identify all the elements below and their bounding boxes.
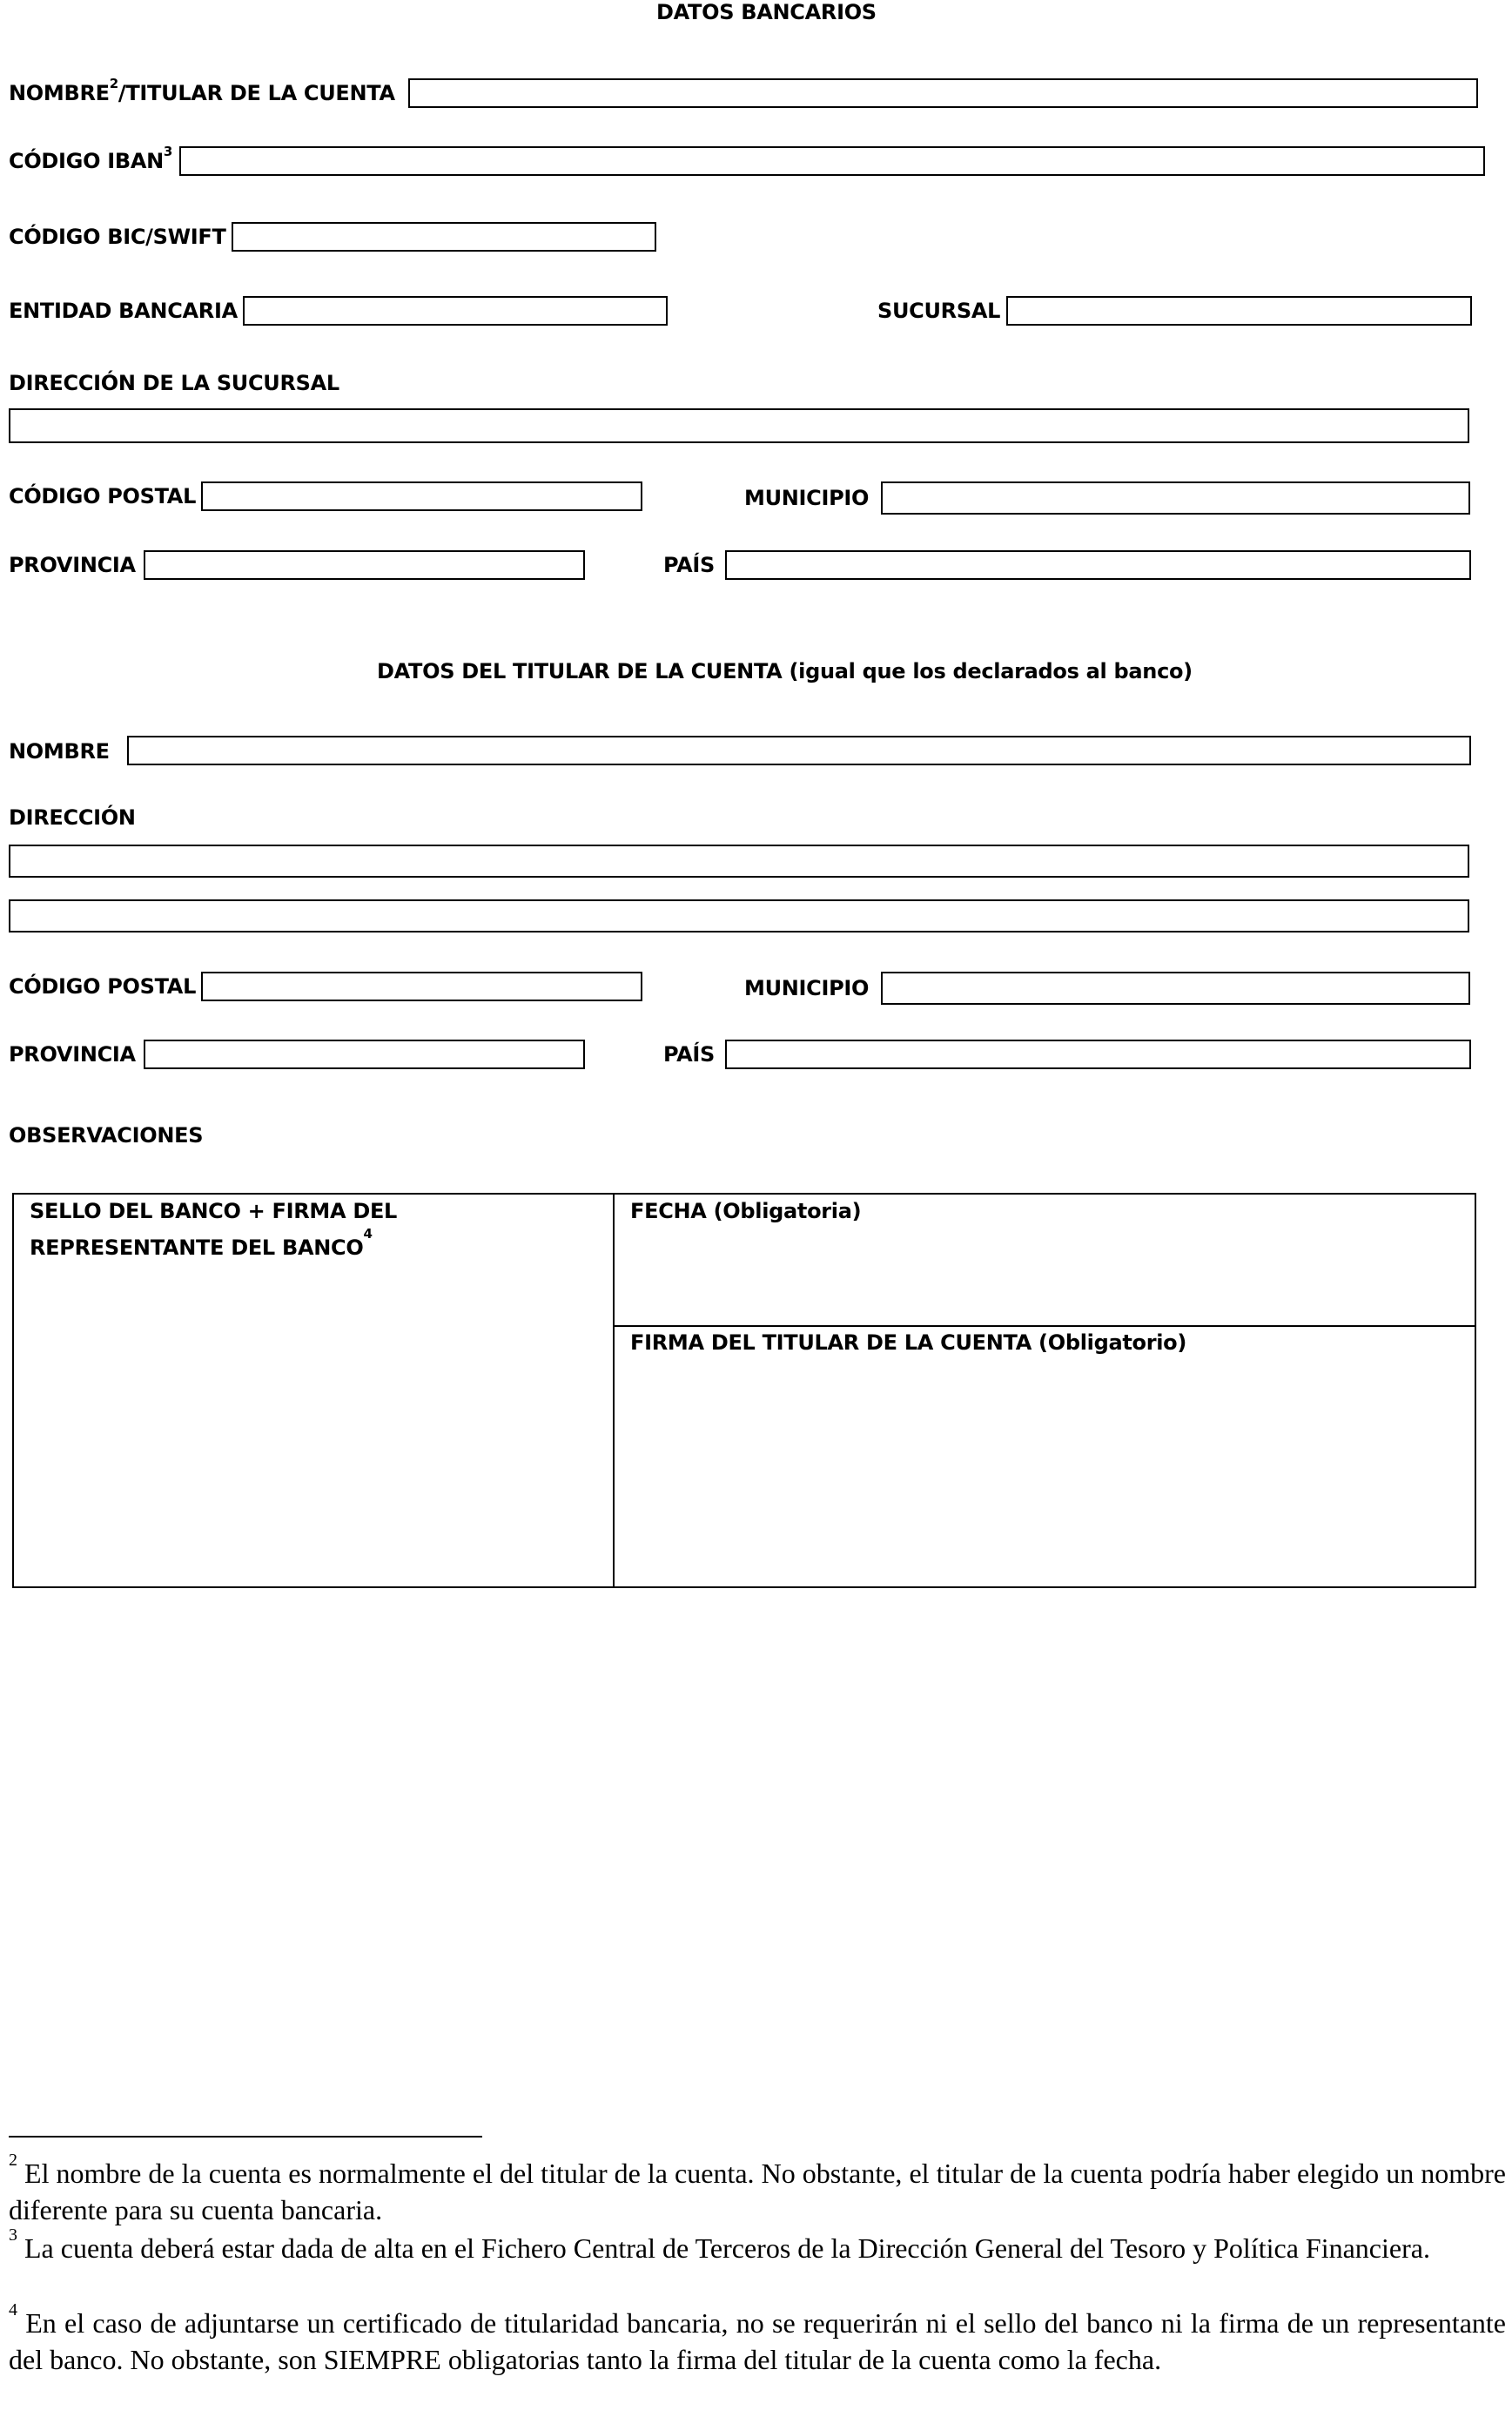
bic-label: CÓDIGO BIC/SWIFT [9, 225, 226, 249]
holder-address-input-2[interactable] [9, 899, 1469, 932]
bank-entity-label: ENTIDAD BANCARIA [9, 299, 238, 323]
branch-input[interactable] [1006, 296, 1472, 326]
holder-province-input[interactable] [144, 1040, 585, 1069]
branch-address-label: DIRECCIÓN DE LA SUCURSAL [9, 371, 339, 395]
footnote-3: $^3$ La cuenta deberá estar dada de alta en el Fichero Central de Terceros de la Dirección General del Tesoro y Política Financiera. [9, 2225, 1430, 2264]
holder-municipality-label: MUNICIPIO [744, 976, 870, 1000]
holder-section-title: DATOS DEL TITULAR DE LA CUENTA (igual que los declarados al banco) [377, 659, 1193, 683]
bank-seal-label: SELLO DEL BANCO + FIRMA DEL REPRESENTANTE DEL BANCO$^4$ [30, 1199, 398, 1260]
branch-province-label: PROVINCIA [9, 553, 136, 577]
branch-country-label: PAÍS [663, 553, 715, 577]
holder-postal-code-label: CÓDIGO POSTAL [9, 974, 197, 999]
branch-municipality-label: MUNICIPIO [744, 486, 870, 510]
footnote-2: $^2$ El nombre de la cuenta es normalmente el del titular de la cuenta. No obstante, el titular de la cuenta podría haber elegido un nombre diferente para su cuenta bancaria. [9, 2151, 1506, 2225]
holder-name-input[interactable] [127, 736, 1471, 765]
holder-country-input[interactable] [725, 1040, 1471, 1069]
holder-address-input-1[interactable] [9, 845, 1469, 878]
bic-input[interactable] [232, 222, 656, 252]
bank-section-title: DATOS BANCARIOS [656, 0, 877, 24]
iban-label: CÓDIGO IBAN$^3$ [9, 144, 173, 173]
account-name-label: NOMBRE$^2$/TITULAR DE LA CUENTA [9, 76, 395, 105]
holder-address-label: DIRECCIÓN [9, 805, 136, 830]
branch-label: SUCURSAL [877, 299, 1001, 323]
branch-postal-code-label: CÓDIGO POSTAL [9, 484, 197, 508]
holder-signature-label: FIRMA DEL TITULAR DE LA CUENTA (Obligatorio) [630, 1330, 1187, 1355]
branch-address-input[interactable] [9, 408, 1469, 443]
holder-municipality-input[interactable] [881, 972, 1470, 1005]
account-name-input[interactable] [408, 78, 1478, 108]
bank-entity-input[interactable] [243, 296, 668, 326]
observations-label: OBSERVACIONES [9, 1123, 204, 1148]
holder-name-label: NOMBRE [9, 739, 110, 764]
holder-postal-code-input[interactable] [201, 972, 642, 1001]
branch-country-input[interactable] [725, 550, 1471, 580]
holder-country-label: PAÍS [663, 1042, 715, 1067]
date-label: FECHA (Obligatoria) [630, 1199, 862, 1223]
footnote-separator [9, 2136, 482, 2138]
branch-province-input[interactable] [144, 550, 585, 580]
branch-municipality-input[interactable] [881, 481, 1470, 515]
branch-postal-code-input[interactable] [201, 481, 642, 511]
footnote-4: $^4$ En el caso de adjuntarse un certificado de titularidad bancaria, no se requerirán ni el sello del banco ni la firma de un representante del banco. No obstante, son SIEMPRE obligatorias tanto la firma del titular de la cuenta como la fecha. [9, 2300, 1506, 2375]
holder-province-label: PROVINCIA [9, 1042, 136, 1067]
holder-signature-box[interactable] [613, 1325, 1476, 1588]
iban-input[interactable] [179, 146, 1485, 176]
